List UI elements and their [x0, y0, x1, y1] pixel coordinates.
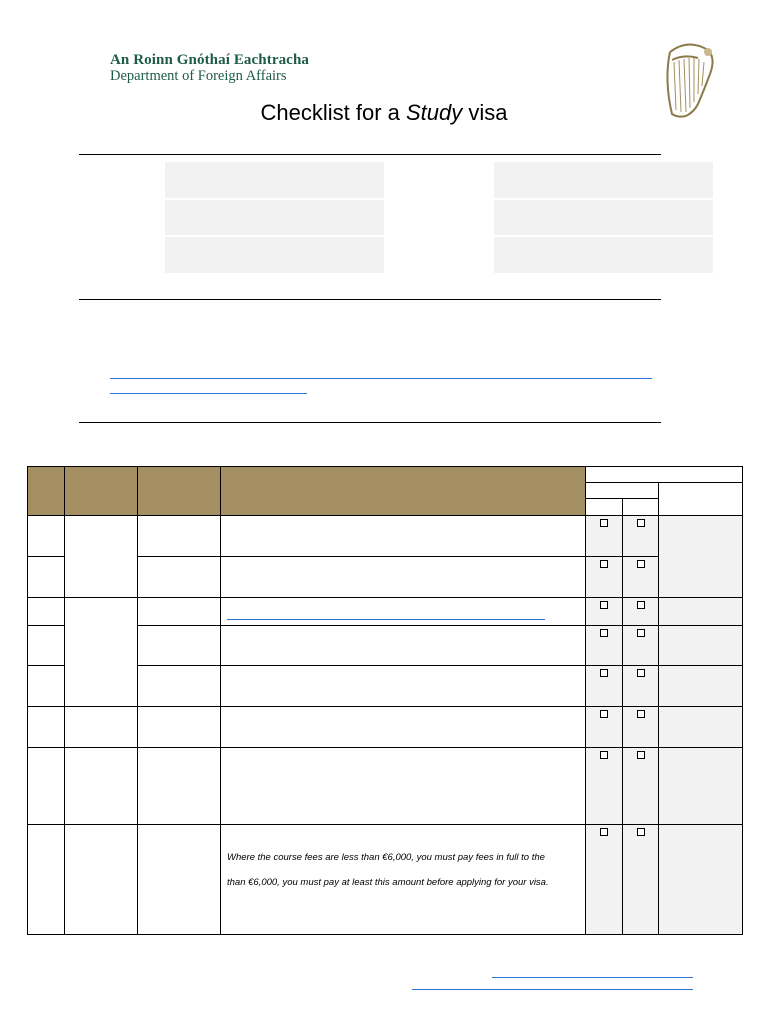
checkbox-no[interactable]: [637, 828, 645, 836]
comments-cell[interactable]: [659, 707, 743, 748]
checkbox-no[interactable]: [637, 560, 645, 568]
applicant-field-4[interactable]: [494, 162, 713, 198]
header-cell-no: [623, 499, 659, 516]
requirement-link[interactable]: [227, 619, 545, 620]
comments-cell[interactable]: [659, 825, 743, 935]
checkbox-no[interactable]: [637, 519, 645, 527]
category-cell: [65, 516, 138, 598]
footer-link-line-1[interactable]: [492, 977, 693, 978]
checkbox-no[interactable]: [637, 751, 645, 759]
applicant-field-3[interactable]: [165, 237, 384, 273]
checkbox-yes[interactable]: [600, 629, 608, 637]
checkbox-yes[interactable]: [600, 601, 608, 609]
header-cell-requirements: [221, 467, 586, 516]
checkbox-no[interactable]: [637, 710, 645, 718]
checkbox-yes[interactable]: [600, 710, 608, 718]
comments-cell[interactable]: [659, 598, 743, 626]
checkbox-yes[interactable]: [600, 560, 608, 568]
applicant-field-1[interactable]: [165, 162, 384, 198]
checkbox-no[interactable]: [637, 669, 645, 677]
table-row: [28, 748, 743, 825]
checkbox-no[interactable]: [637, 629, 645, 637]
checkbox-yes[interactable]: [600, 751, 608, 759]
header-cell-document: [138, 467, 221, 516]
checkbox-yes[interactable]: [600, 519, 608, 527]
comments-cell[interactable]: [659, 626, 743, 666]
comments-cell[interactable]: [659, 666, 743, 707]
department-name-irish: An Roinn Gnóthaí Eachtracha: [110, 52, 309, 68]
table-row: [28, 707, 743, 748]
checklist-table: [27, 466, 743, 935]
divider-lower: [79, 422, 661, 423]
applicant-field-5[interactable]: [494, 200, 713, 235]
category-cell: [65, 598, 138, 707]
guidance-link-line-1[interactable]: [110, 378, 652, 379]
checkbox-yes[interactable]: [600, 828, 608, 836]
page-title: Checklist for a Study visa: [260, 100, 508, 125]
applicant-field-2[interactable]: [165, 200, 384, 235]
header-cell-yes: [586, 499, 623, 516]
header-cell-comments: [659, 483, 743, 516]
guidance-link-line-2[interactable]: [110, 393, 307, 394]
course-fee-note: [221, 825, 585, 895]
comments-cell[interactable]: [659, 748, 743, 825]
table-row: [28, 598, 743, 626]
fee-note-line-1: Where the course fees are less than €6,000, you must pay fees in full to the: [227, 852, 545, 863]
divider-middle: [79, 299, 661, 300]
footer-link-line-2[interactable]: [412, 989, 693, 990]
header-cell-office-use: [586, 467, 743, 483]
fee-note-line-2: than €6,000, you must pay at least this amount before applying for your visa.: [227, 877, 549, 888]
table-row: [28, 516, 743, 557]
checkbox-yes[interactable]: [600, 669, 608, 677]
applicant-field-6[interactable]: [494, 237, 713, 273]
header-cell-number: [28, 467, 65, 516]
divider-top: [79, 154, 661, 155]
table-row: [28, 825, 743, 935]
header-cell-provided: [586, 483, 659, 499]
department-name-english: Department of Foreign Affairs: [110, 68, 287, 84]
comments-cell[interactable]: [659, 516, 743, 598]
checkbox-no[interactable]: [637, 601, 645, 609]
header-cell-category: [65, 467, 138, 516]
